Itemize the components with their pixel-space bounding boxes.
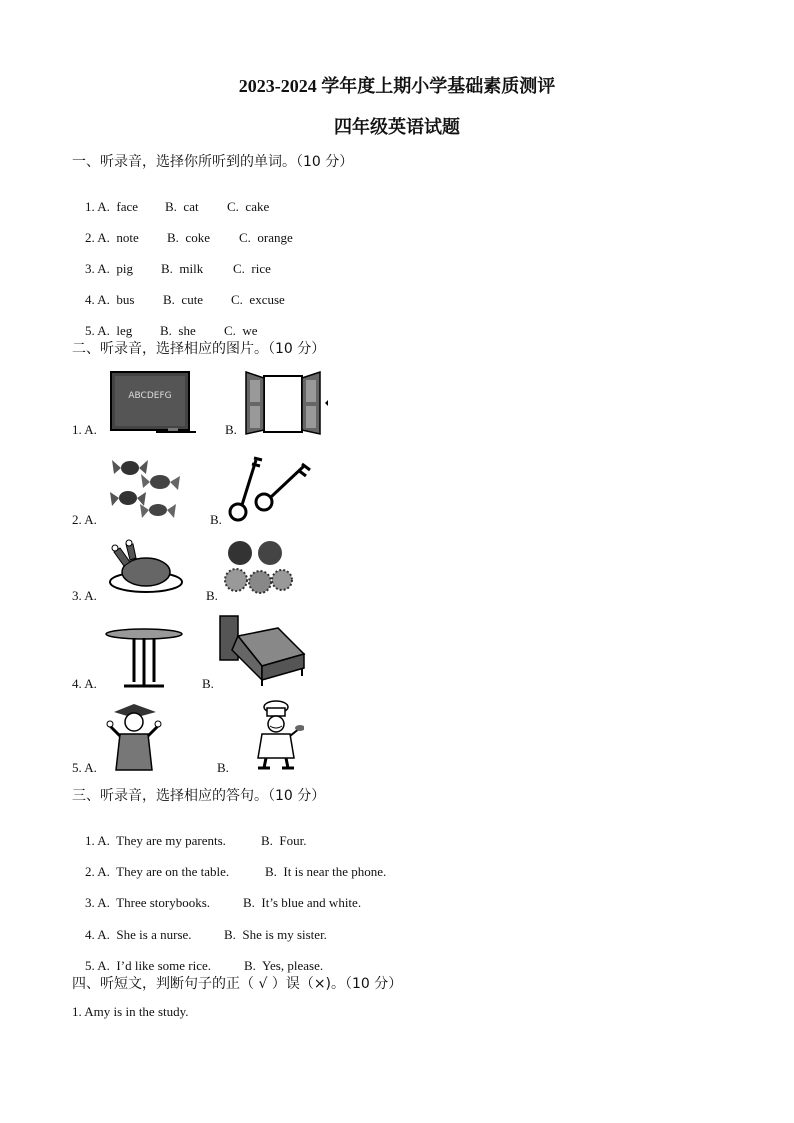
exam-title: 2023-2024 学年度上期小学基础素质测评 (238, 76, 556, 96)
part1-heading: 一、听录音，选择你所听到的单词。（10 分） (72, 154, 354, 170)
label-a: 4. A. (72, 676, 97, 691)
option-c: C. we (224, 323, 258, 338)
label-b: B. (210, 512, 222, 527)
candies-icon (108, 452, 188, 524)
option-b: B. she (160, 323, 196, 338)
option-c: C. rice (233, 261, 271, 276)
option-a: 4. A. She is a nurse. (85, 927, 192, 942)
blackboard-text: ABCDEFG (128, 391, 172, 401)
label-a: 1. A. (72, 422, 97, 437)
option-c: C. orange (239, 230, 293, 245)
option-a: 1. A. They are my parents. (85, 833, 226, 848)
table-icon (104, 626, 184, 692)
window-icon (242, 370, 332, 436)
part4-heading: 四、听短文，判断句子的正（ √ ）误（×)。（10 分） (72, 976, 403, 992)
option-b: B. Four. (261, 833, 307, 848)
option-b: B. cat (165, 199, 199, 214)
bed-icon (218, 614, 308, 690)
roast-chicken-icon (106, 538, 186, 598)
option-a: 2. A. They are on the table. (85, 864, 230, 879)
label-b: B. (206, 588, 218, 603)
part3-heading: 三、听录音，选择相应的答句。（10 分） (72, 788, 326, 804)
picture-question-1 (72, 368, 472, 448)
option-b: B. She is my sister. (224, 927, 327, 942)
picture-question-5 (72, 700, 472, 780)
blackboard-icon (108, 370, 198, 436)
label-a: 5. A. (72, 760, 97, 775)
exam-subtitle: 四年级英语试题 (334, 117, 460, 137)
teacher-icon (106, 702, 162, 772)
picture-question-4 (72, 614, 472, 694)
picture-question-2 (72, 452, 472, 532)
option-c: C. excuse (231, 292, 285, 307)
part4-item-1: 1. Amy is in the study. (72, 1004, 189, 1019)
option-c: C. cake (227, 199, 270, 214)
option-a: 3. A. pig (85, 261, 134, 276)
cook-icon (248, 700, 304, 772)
label-a: 3. A. (72, 588, 97, 603)
label-b: B. (217, 760, 229, 775)
option-b: B. milk (161, 261, 204, 276)
label-b: B. (202, 676, 214, 691)
option-b: B. It’s blue and white. (243, 895, 362, 910)
label-a: 2. A. (72, 512, 97, 527)
option-b: B. coke (167, 230, 210, 245)
option-b: B. It is near the phone. (265, 864, 387, 879)
option-a: 1. A. face (85, 199, 139, 214)
option-b: B. Yes, please. (244, 958, 324, 973)
label-b: B. (225, 422, 237, 437)
cookies-icon (222, 538, 294, 598)
option-b: B. cute (163, 292, 204, 307)
option-a: 5. A. leg (85, 323, 133, 338)
picture-question-3 (72, 538, 472, 618)
part2-heading: 二、听录音，选择相应的图片。（10 分） (72, 341, 326, 357)
option-a: 4. A. bus (85, 292, 135, 307)
keys-icon (224, 452, 314, 524)
option-a: 2. A. note (85, 230, 139, 245)
option-a: 5. A. I’d like some rice. (85, 958, 211, 973)
option-a: 3. A. Three storybooks. (85, 895, 211, 910)
